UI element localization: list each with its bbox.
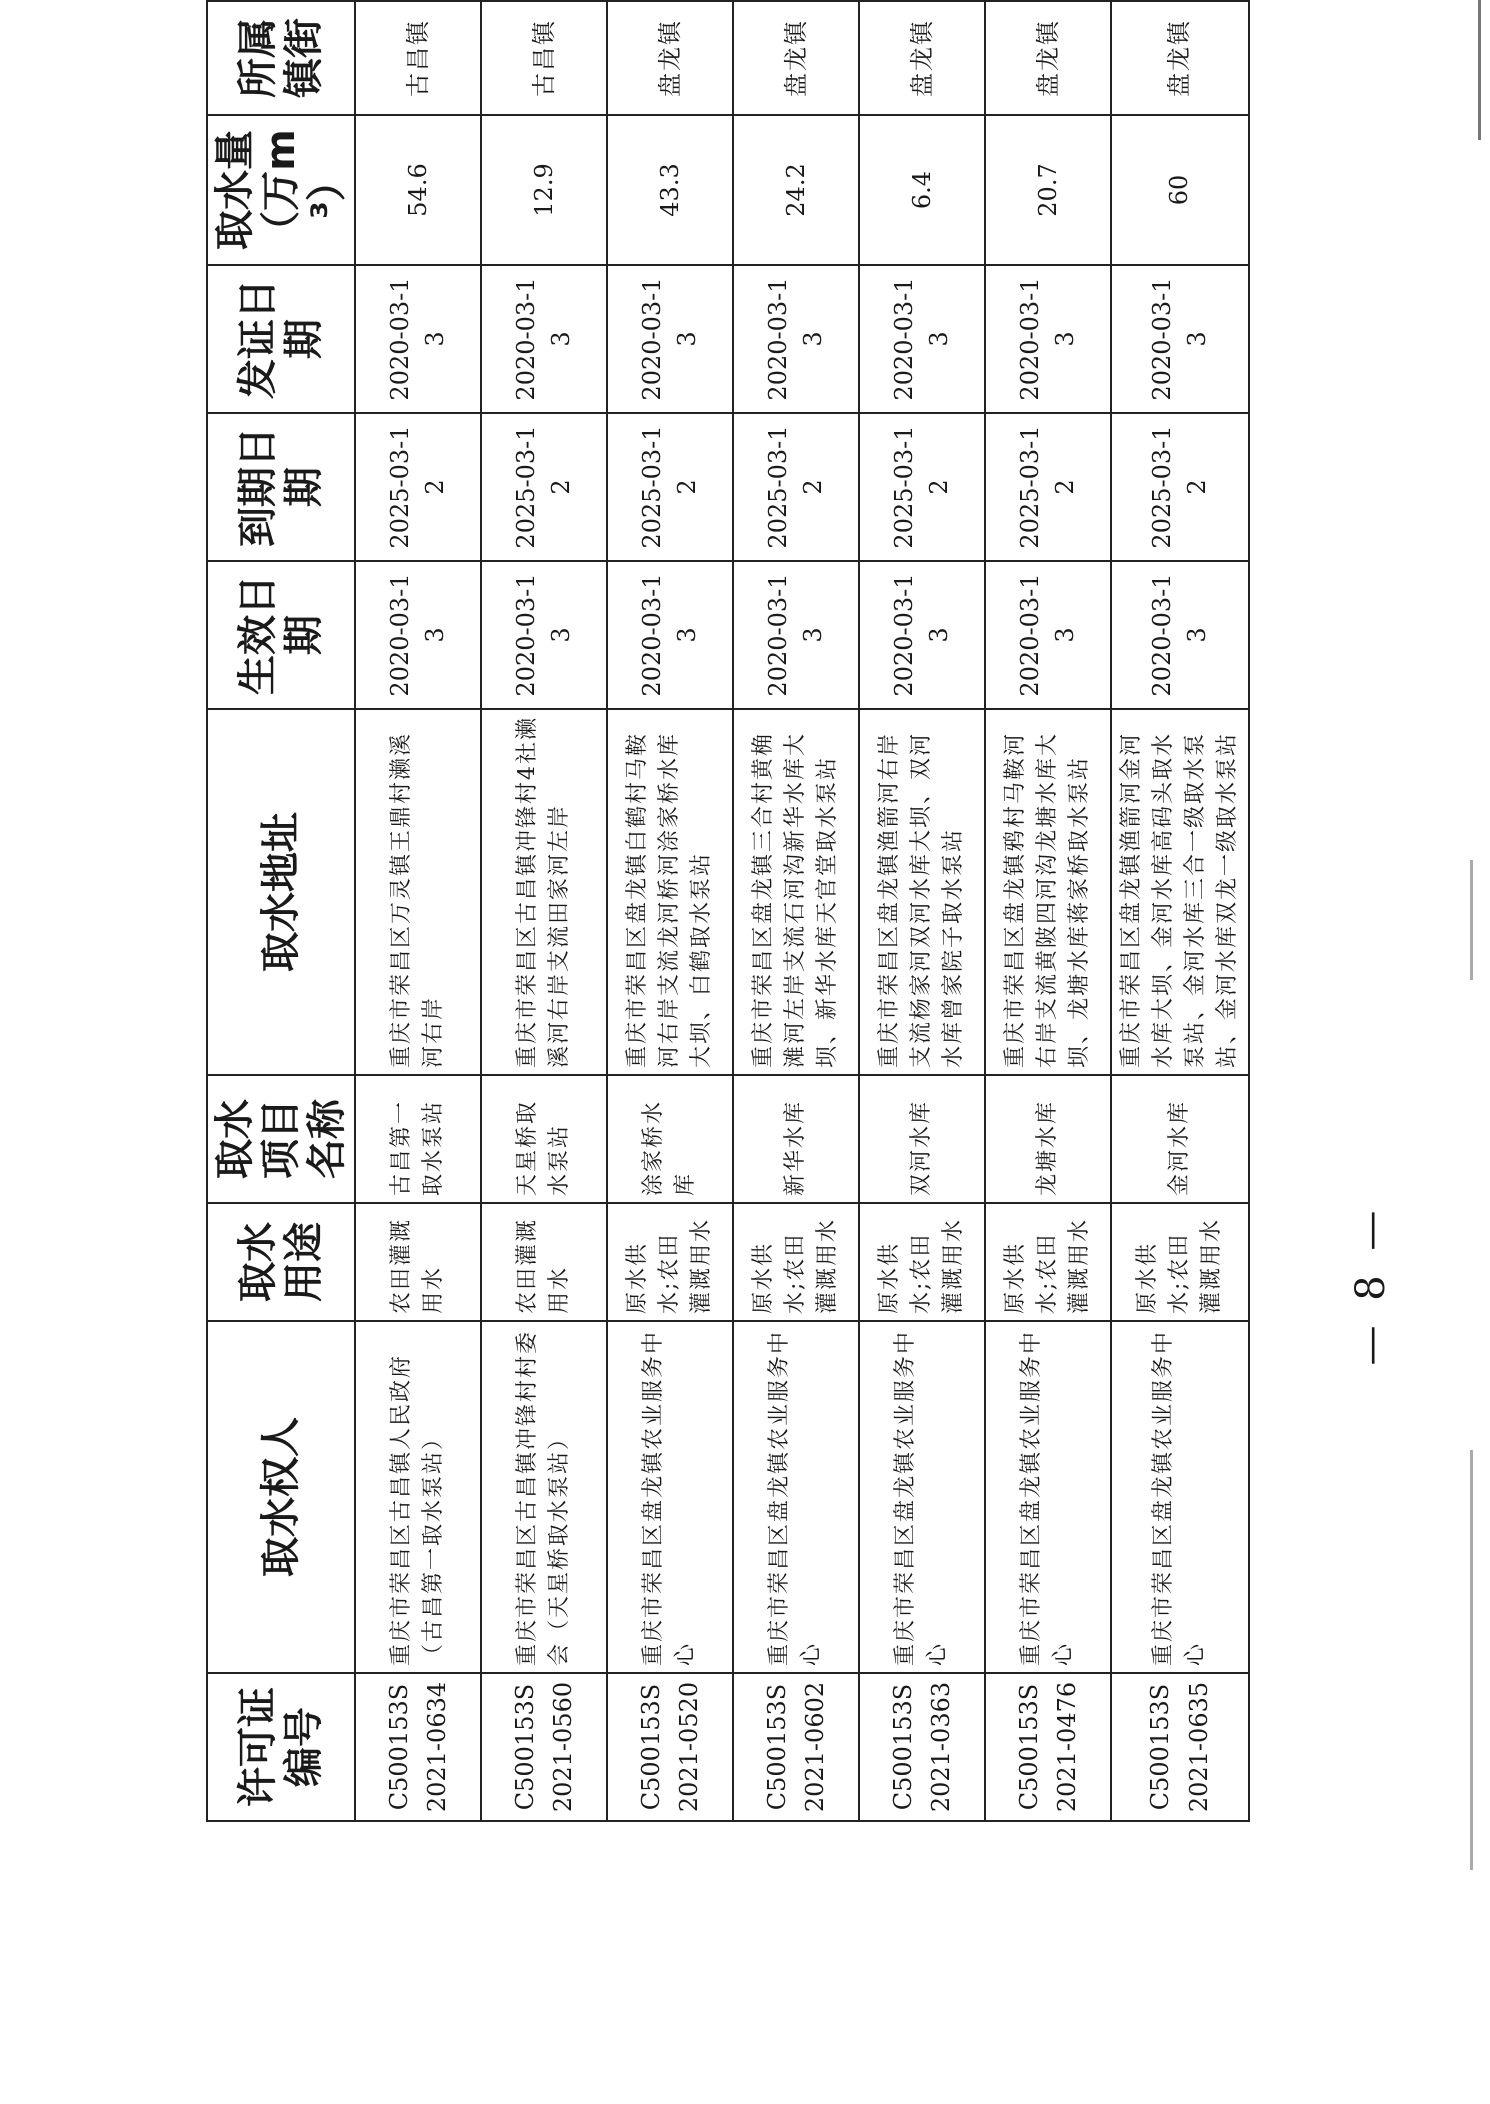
cell-issue-date: 2020-03-13 xyxy=(859,265,985,413)
cell-holder: 重庆市荣昌区盘龙镇农业服务中心 xyxy=(985,1321,1111,1673)
cell-town: 古昌镇 xyxy=(481,1,607,115)
cell-holder: 重庆市荣昌区古昌镇人民政府（古昌第一取水泵站） xyxy=(355,1321,481,1673)
cell-town: 盘龙镇 xyxy=(733,1,859,115)
cell-license-no: C500153S2021-0476 xyxy=(985,1673,1111,1821)
cell-volume: 43.3 xyxy=(607,115,733,265)
cell-use: 原水供水;农田灌溉用水 xyxy=(1111,1203,1249,1321)
cell-license-no: C500153S2021-0363 xyxy=(859,1673,985,1821)
cell-volume: 24.2 xyxy=(733,115,859,265)
header-use: 取水用途 xyxy=(207,1203,355,1321)
cell-issue-date: 2020-03-13 xyxy=(1111,265,1249,413)
table-header-row xyxy=(207,1,355,1821)
cell-expiry-date: 2025-03-12 xyxy=(1111,413,1249,561)
page-number: — 8 — xyxy=(1348,1204,1394,1366)
cell-effective-date: 2020-03-13 xyxy=(607,561,733,709)
cell-volume: 54.6 xyxy=(355,115,481,265)
cell-expiry-date: 2025-03-12 xyxy=(481,413,607,561)
cell-volume: 20.7 xyxy=(985,115,1111,265)
cell-project: 龙塘水库 xyxy=(985,1075,1111,1203)
cell-issue-date: 2020-03-13 xyxy=(733,265,859,413)
cell-town: 盘龙镇 xyxy=(859,1,985,115)
table-row xyxy=(985,1,1111,1821)
cell-license-no: C500153S2021-0635 xyxy=(1111,1673,1249,1821)
cell-effective-date: 2020-03-13 xyxy=(481,561,607,709)
cell-use: 原水供水;农田灌溉用水 xyxy=(985,1203,1111,1321)
cell-expiry-date: 2025-03-12 xyxy=(859,413,985,561)
cell-town: 盘龙镇 xyxy=(1111,1,1249,115)
cell-expiry-date: 2025-03-12 xyxy=(733,413,859,561)
cell-issue-date: 2020-03-13 xyxy=(607,265,733,413)
header-expiry-date: 到期日期 xyxy=(207,413,355,561)
header-town: 所属镇街 xyxy=(207,1,355,115)
cell-project: 双河水库 xyxy=(859,1075,985,1203)
cell-address: 重庆市荣昌区盘龙镇渔箭河金河水库大坝、金河水库高码头取水泵站、金河水库三合一级取水泵站、金河水库双龙一级取水泵站 xyxy=(1111,709,1249,1075)
cell-issue-date: 2020-03-13 xyxy=(481,265,607,413)
header-project: 取水项目名称 xyxy=(207,1075,355,1203)
table-row xyxy=(481,1,607,1821)
scan-edge-mark xyxy=(1478,0,1481,140)
table-row xyxy=(859,1,985,1821)
cell-use: 农田灌溉用水 xyxy=(481,1203,607,1321)
water-permit-table xyxy=(206,0,1250,1822)
cell-town: 古昌镇 xyxy=(355,1,481,115)
scan-edge-mark xyxy=(1470,860,1473,980)
table-row xyxy=(355,1,481,1821)
cell-effective-date: 2020-03-13 xyxy=(355,561,481,709)
table-row xyxy=(607,1,733,1821)
cell-expiry-date: 2025-03-12 xyxy=(607,413,733,561)
cell-volume: 12.9 xyxy=(481,115,607,265)
cell-effective-date: 2020-03-13 xyxy=(859,561,985,709)
cell-holder: 重庆市荣昌区盘龙镇农业服务中心 xyxy=(733,1321,859,1673)
cell-project: 新华水库 xyxy=(733,1075,859,1203)
cell-project: 涂家桥水库 xyxy=(607,1075,733,1203)
cell-address: 重庆市荣昌区万灵镇王鼎村濑溪河右岸 xyxy=(355,709,481,1075)
cell-use: 原水供水;农田灌溉用水 xyxy=(607,1203,733,1321)
cell-address: 重庆市荣昌区古昌镇冲锋村4社濑溪河右岸支流田家河左岸 xyxy=(481,709,607,1075)
cell-use: 农田灌溉用水 xyxy=(355,1203,481,1321)
cell-holder: 重庆市荣昌区古昌镇冲锋村村委会（天星桥取水泵站） xyxy=(481,1321,607,1673)
cell-use: 原水供水;农田灌溉用水 xyxy=(859,1203,985,1321)
cell-address: 重庆市荣昌区盘龙镇渔箭河右岸支流杨家河双河水库大坝、双河水库曾家院子取水泵站 xyxy=(859,709,985,1075)
header-issue-date: 发证日期 xyxy=(207,265,355,413)
cell-license-no: C500153S2021-0634 xyxy=(355,1673,481,1821)
table-row xyxy=(1111,1,1249,1821)
cell-holder: 重庆市荣昌区盘龙镇农业服务中心 xyxy=(859,1321,985,1673)
cell-license-no: C500153S2021-0560 xyxy=(481,1673,607,1821)
cell-town: 盘龙镇 xyxy=(607,1,733,115)
cell-address: 重庆市荣昌区盘龙镇三合村黄桷滩河左岸支流石河沟新华水库大坝、新华水库天官堂取水泵站 xyxy=(733,709,859,1075)
header-license-no: 许可证编号 xyxy=(207,1673,355,1821)
table-row xyxy=(733,1,859,1821)
cell-volume: 60 xyxy=(1111,115,1249,265)
cell-address: 重庆市荣昌区盘龙镇鸦村马鞍河右岸支流黄陂四河沟龙塘水库大坝、龙塘水库蒋家桥取水泵站 xyxy=(985,709,1111,1075)
cell-expiry-date: 2025-03-12 xyxy=(985,413,1111,561)
cell-project: 古昌第一取水泵站 xyxy=(355,1075,481,1203)
cell-effective-date: 2020-03-13 xyxy=(733,561,859,709)
header-effective-date: 生效日期 xyxy=(207,561,355,709)
cell-expiry-date: 2025-03-12 xyxy=(355,413,481,561)
cell-holder: 重庆市荣昌区盘龙镇农业服务中心 xyxy=(607,1321,733,1673)
rotated-table-container xyxy=(206,2,1256,1822)
cell-use: 原水供水;农田灌溉用水 xyxy=(733,1203,859,1321)
cell-project: 金河水库 xyxy=(1111,1075,1249,1203)
cell-effective-date: 2020-03-13 xyxy=(985,561,1111,709)
cell-volume: 6.4 xyxy=(859,115,985,265)
header-holder: 取水权人 xyxy=(207,1321,355,1673)
cell-license-no: C500153S2021-0520 xyxy=(607,1673,733,1821)
cell-town: 盘龙镇 xyxy=(985,1,1111,115)
cell-holder: 重庆市荣昌区盘龙镇农业服务中心 xyxy=(1111,1321,1249,1673)
header-address: 取水地址 xyxy=(207,709,355,1075)
cell-license-no: C500153S2021-0602 xyxy=(733,1673,859,1821)
cell-issue-date: 2020-03-13 xyxy=(985,265,1111,413)
cell-effective-date: 2020-03-13 xyxy=(1111,561,1249,709)
cell-project: 天星桥取水泵站 xyxy=(481,1075,607,1203)
scan-edge-mark xyxy=(1470,1450,1473,1870)
cell-address: 重庆市荣昌区盘龙镇白鹤村马鞍河右岸支流龙河桥河涂家桥水库大坝、白鹤取水泵站 xyxy=(607,709,733,1075)
cell-issue-date: 2020-03-13 xyxy=(355,265,481,413)
header-volume: 取水量（万m³） xyxy=(207,115,355,265)
